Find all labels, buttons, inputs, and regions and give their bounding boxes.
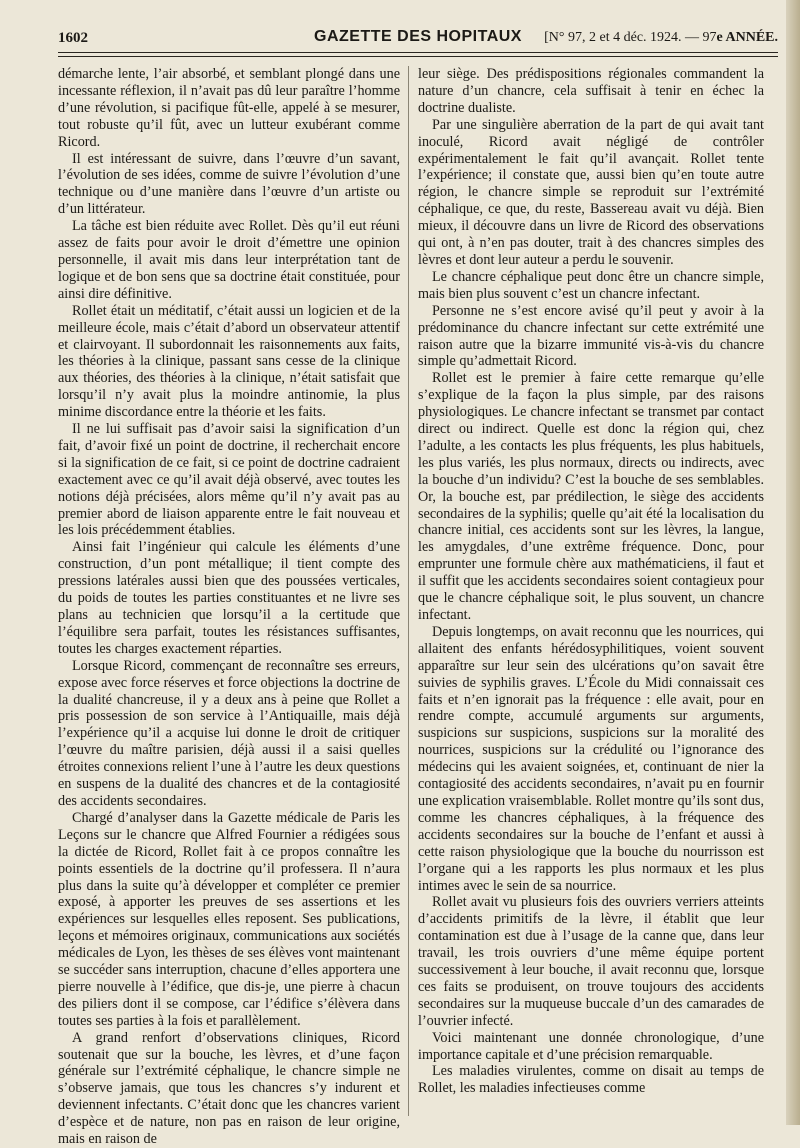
paragraph: Par une singulière aberration de la part de qui avait tant inoculé, Ricord avait négligé de contrôler expérimentalement le fait qu’il avançait. Rollet tente l’expérience; il constate que, aussi bien qu’en toute autre région, le chancre simple se reproduit sur l’extrémité céphalique, ce que, du reste, Bassereau avait vu déjà. Bien mieux, il découvre dans un livre de Ricord des observations qui ont, à n’en pas douter, trait à des chancres simples des lèvres et dont leur auteur a perdu le souvenir. <box>418 116 764 268</box>
paragraph: Lorsque Ricord, commençant de reconnaître ses erreurs, expose avec force réserves et force objections la doctrine de la dualité chancreuse, il y a deux ans à peine que Rollet a pris possession de son service à l’Antiquaille, mais déjà l’expérience qu’il a acquise lui donne le droit de critiquer l’œuvre du maître parisien, déjà aussi il a saisi quelles étroites connexions relient l’une à l’autre les deux questions en suspens de la dualité des chancres et de la contagiosité des accidents secondaires. <box>58 657 400 809</box>
paragraph: Personne ne s’est encore avisé qu’il peut y avoir à la prédominance du chancre infectant sur cette extrémité une raison autre que la bizarre immunité vis-à-vis du chancre simple qu’admettait Ricord. <box>418 302 764 370</box>
paragraph: Rollet était un méditatif, c’était aussi un logicien et de la meilleure école, mais c’était d’abord un observateur attentif et clairvoyant. Il subordonnait les raisonnements aux faits, les théories à la clinique, passant sans cesse de la clinique aux théories, des théories à la clinique, n’était satisfait que lorsqu’il n’y avait plus la moindre antinomie, la plus minime discordance entre la théorie et les faits. <box>58 302 400 421</box>
paragraph: leur siège. Des prédispositions régionales commandent la nature d’un chancre, cela suffisait à tenir en échec la doctrine dualiste. <box>418 66 764 116</box>
page-edge <box>786 0 800 1125</box>
paragraph: Depuis longtemps, on avait reconnu que les nourrices, qui allaitent des enfants hérédosyphilitiques, voient souvent apparaître sur leur sein des ulcérations qu’on savait être suivies de syphilis graves. L’École du Midi connaissait ces faits et n’en ignorait pas la fréquence : elle avait, pour en rendre compte, accumulé arguments sur arguments, suspicions sur suspicions, suspicions sur la moralité des nourrices, suspicions sur la crédulité ou l’ignorance des médecins qui les avaient soignées, et, continuant de nier la contagiosité des accidents secondaires, n’avait pu en fournir une explication vraisemblable. Rollet montre qu’ils sont dus, comme les chancres céphaliques, à la fréquence des accidents secondaires sur la bouche de l’enfant et aussi à cette raison physiologique que la bouche du nourrisson est l’organe qui a les rapports les plus normaux et les plus intimes avec le sein de sa nourrice. <box>418 623 764 894</box>
header-rule-thin <box>58 56 778 57</box>
paragraph: Il est intéressant de suivre, dans l’œuvre d’un savant, l’évolution de ses idées, comme de suivre l’évolution d’une technique ou d’une manière dans l’œuvre d’un artiste ou d’un littérateur. <box>58 150 400 218</box>
paragraph: Ainsi fait l’ingénieur qui calcule les éléments d’une construction, d’un pont métallique; il tient compte des pressions latérales aussi bien que des poussées verticales, du poids de toutes les parties constituantes et ne livre ses plans au technicien que lorsqu’il a la certitude que l’équilibre sera parfait, toutes les résistances suffisantes, toutes les charges exactement réparties. <box>58 539 400 657</box>
issue-info <box>544 30 778 46</box>
paragraph: Voici maintenant une donnée chronologique, d’une importance capitale et d’une précision remarquable. <box>418 1029 764 1063</box>
issue-text: [N° 97, 2 et 4 déc. 1924. — 97 <box>544 30 717 45</box>
paragraph: Rollet avait vu plusieurs fois des ouvriers verriers atteints d’accidents primitifs de la lèvre, il établit que leur contamination est due à l’usage de la canne que, dans leur travail, les trois ouvriers d’une même équipe portent successivement à leur bouche, il avait reconnu que, lorsque ces faits se produisent, on trouve toujours des accidents secondaires sur la muqueuse buccale d’un des camarades de l’ouvrier infecté. <box>418 894 764 1029</box>
journal-title: GAZETTE DES HOPITAUX <box>314 28 522 45</box>
column-divider <box>408 66 409 1116</box>
page-header <box>58 28 778 50</box>
right-column <box>418 66 764 1097</box>
paragraph: Les maladies virulentes, comme on disait au temps de Rollet, les maladies infectieuses comme <box>418 1063 764 1097</box>
paragraph: Le chancre céphalique peut donc être un chancre simple, mais bien plus souvent c’est un chancre infectant. <box>418 268 764 302</box>
paragraph: Chargé d’analyser dans la Gazette médicale de Paris les Leçons sur le chancre que Alfred Fournier a rédigées sous la dictée de Ricord, Rollet fait à ce propos connaître les points essentiels de la doctrine qu’il professera. Il n’aura plus dans la suite qu’à développer et compléter ce premier exposé, à apporter les preuves de ses assertions et les expériences sur lesquelles elles reposent. Ses publications, leçons et mémoires originaux, communications aux sociétés médicales de Lyon, les thèses de ses élèves vont maintenant se succéder sans interruption, chacune d’elles apportera une pierre nouvelle à l’édifice, que dis-je, une pierre à chacun des piliers dont il se compose, car l’édifice s’élèvera dans toutes ses parties à la fois et parallèlement. <box>58 809 400 1029</box>
left-column <box>58 66 400 1148</box>
paragraph: Rollet est le premier à faire cette remarque qu’elle s’explique de la façon la plus simple, par des raisons physiologiques. Le chancre infectant se transmet par contact direct ou indirect. Quelle est donc la région qui, chez l’adulte, a les contacts les plus fréquents, les plus habituels, les plus variés, les plus normaux, directs ou indirects, avec la bouche d’un individu? C’est la bouche de ses semblables. Or, la bouche est, par prédilection, le siège des accidents secondaires de la syphilis; quelle qu’ait été la localisation du chancre initial, ces accidents sont sur les lèvres, la langue, les amygdales, d’une extrême fréquence. Donc, pour emprunter une formule chère aux mathématiciens, il faut et il suffit que les accidents secondaires soient contagieux pour que le chancre céphalique soit, le plus souvent, un chancre infectant. <box>418 370 764 623</box>
page-number: 1602 <box>58 30 88 46</box>
paragraph: La tâche est bien réduite avec Rollet. Dès qu’il eut réuni assez de faits pour avoir le droit d’émettre une opinion personnelle, il avait mis dans leur interprétation tant de logique et de bon sens que sa doctrine était constituée, pour ainsi dire définitive. <box>58 218 400 302</box>
paragraph: A grand renfort d’observations cliniques, Ricord soutenait que sur la bouche, les lèvres, et d’une façon générale sur l’extrémité céphalique, le chancre simple ne s’observe jamais, que tous les chancres s’y indurent et deviennent infectants. C’était donc que les chancres varient d’espèce et de nature, non pas en raison de leur origine, mais en raison de <box>58 1029 400 1148</box>
header-rule <box>58 52 778 53</box>
issue-year: e ANNÉE. <box>716 30 778 45</box>
paragraph: démarche lente, l’air absorbé, et semblant plongé dans une incessante réflexion, il n’avait pas dû leur paraître l’homme d’une révolution, si pacifique fût-elle, appelé à se mesurer, tout robuste qu’il fût, avec un lutteur exubérant comme Ricord. <box>58 66 400 150</box>
paragraph: Il ne lui suffisait pas d’avoir saisi la signification d’un fait, d’avoir fixé un point de doctrine, il recherchait encore si la signification de ce fait, si ce point de doctrine cadraient exactement avec ce qu’il avait déjà observé, avec toutes les notions déjà précisées, alors même qu’il n’y avait pas au premier abord de liaison apparente entre le fait nouveau et les lois précédemment établies. <box>58 421 400 539</box>
